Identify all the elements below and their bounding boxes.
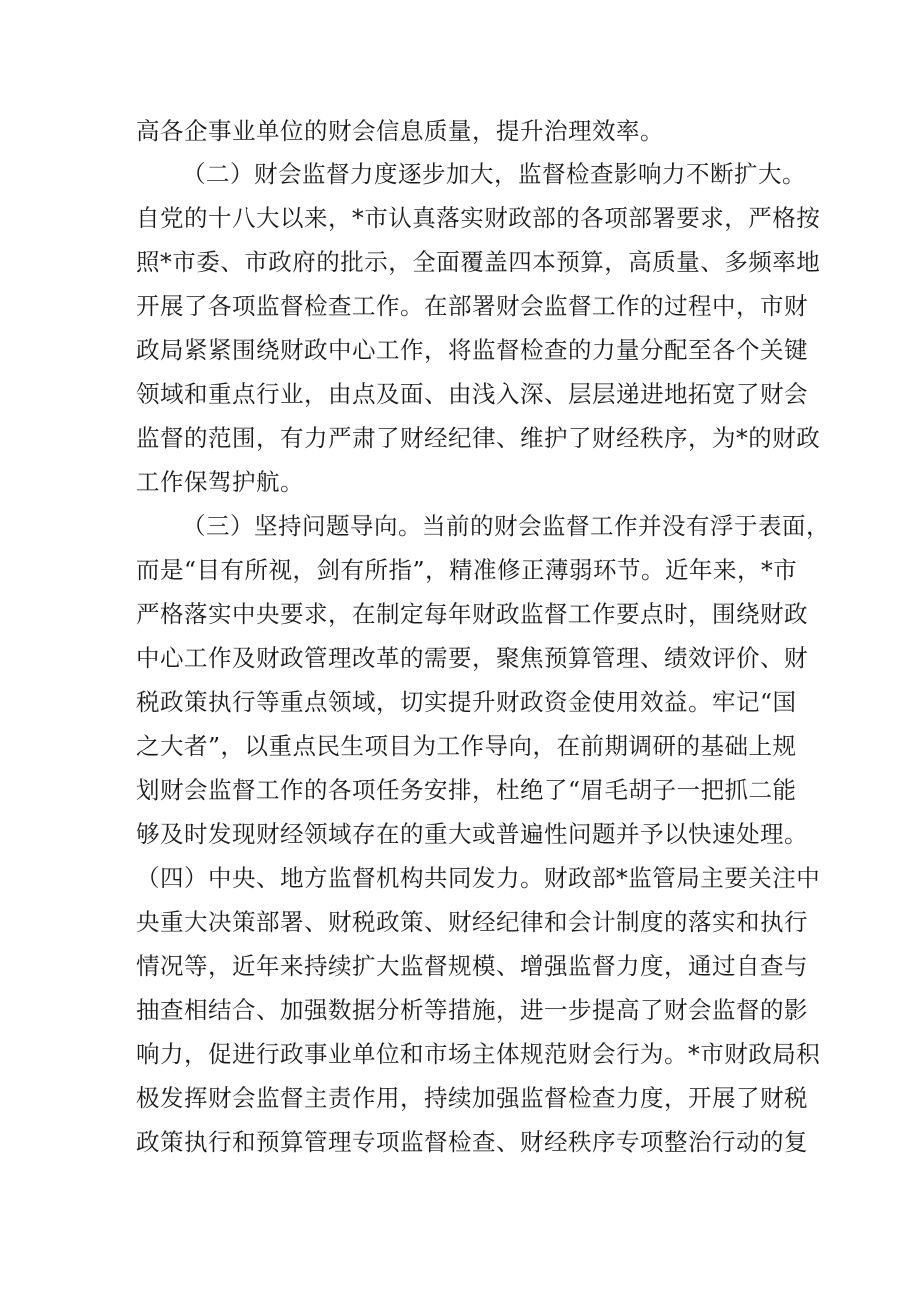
text-line: 政局紧紧围绕财政中心工作，将监督检查的力量分配至各个关键	[136, 336, 808, 364]
text-line: 监督的范围，有力严肃了财经纪律、维护了财经秩序，为*的财政	[136, 424, 821, 452]
text-line: 极发挥财会监督主责作用，持续加强监督检查力度，开展了财税	[136, 1084, 808, 1112]
text-line: 严格落实中央要求，在制定每年财政监督工作要点时，围绕财政	[136, 600, 808, 628]
text-line: 领域和重点行业，由点及面、由浅入深、层层递进地拓宽了财会	[136, 380, 808, 408]
text-line: 够及时发现财经领域存在的重大或普遍性问题并予以快速处理。	[136, 820, 808, 848]
text-line: 税政策执行等重点领域，切实提升财政资金使用效益。牢记“国	[136, 688, 797, 716]
text-line: 政策执行和预算管理专项监督检查、财经秩序专项整治行动的复	[136, 1128, 808, 1156]
text-line: 开展了各项监督检查工作。在部署财会监督工作的过程中，市财	[136, 292, 808, 320]
text-line: 响力，促进行政事业单位和市场主体规范财会行为。*市财政局积	[136, 1040, 821, 1068]
text-line: 工作保驾护航。	[136, 468, 304, 496]
text-line: 自党的十八大以来，*市认真落实财政部的各项部署要求，严格按	[136, 204, 821, 232]
text-line: 中心工作及财政管理改革的需要，聚焦预算管理、绩效评价、财	[136, 644, 808, 672]
text-line: 央重大决策部署、财税政策、财经纪律和会计制度的落实和执行	[136, 908, 808, 936]
text-line: 之大者”，以重点民生项目为工作导向，在前期调研的基础上规	[136, 732, 797, 760]
text-line: 情况等，近年来持续扩大监督规模、增强监督力度，通过自查与	[136, 952, 808, 980]
text-line: 照*市委、市政府的批示，全面覆盖四本预算，高质量、多频率地	[136, 248, 821, 276]
text-line: 划财会监督工作的各项任务安排，杜绝了“眉毛胡子一把抓二能	[136, 776, 797, 804]
section-heading-4: （四）中央、地方监督机构共同发力。财政部*监管局主要关注中	[136, 864, 821, 892]
section-heading-2: （二）财会监督力度逐步加大，监督检查影响力不断扩大。	[182, 160, 806, 188]
text-line: 抽查相结合、加强数据分析等措施，进一步提高了财会监督的影	[136, 996, 808, 1024]
text-line: 而是“目有所视，剑有所指”，精准修正薄弱环节。近年来，*市	[136, 556, 798, 584]
section-heading-3: （三）坚持问题导向。当前的财会监督工作并没有浮于表面，	[182, 512, 830, 540]
text-line: 高各企事业单位的财会信息质量，提升治理效率。	[136, 117, 664, 145]
